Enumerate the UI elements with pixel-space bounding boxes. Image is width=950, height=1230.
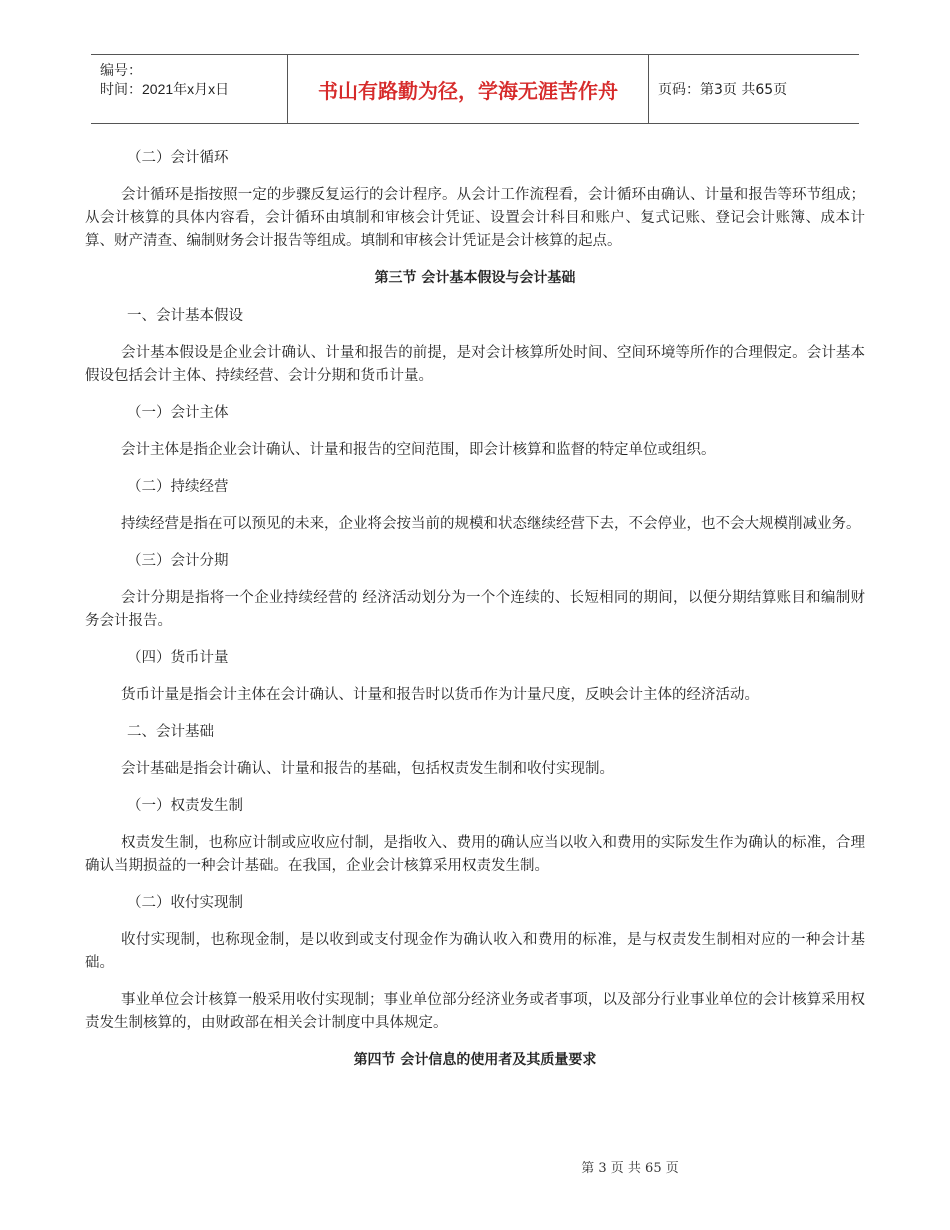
subsection-heading: （一）权责发生制 — [127, 798, 243, 814]
body-paragraph: 会计分期是指将一个企业持续经营的 经济活动划分为一个个连续的、长短相同的期间，以便分期结算账目和编制财务会计报告。 — [85, 590, 865, 629]
body-paragraph: 事业单位会计核算一般采用收付实现制；事业单位部分经济业务或者事项，以及部分行业事业单位的会计核算采用权责发生制核算的，由财政部在相关会计制度中具体规定。 — [85, 992, 865, 1031]
section-heading: 第三节 会计基本假设与会计基础 — [374, 270, 576, 286]
subsection-heading: （二）收付实现制 — [127, 895, 243, 911]
header-number-label: 编号： — [100, 62, 142, 78]
header-meta — [91, 55, 287, 123]
body-paragraph: 收付实现制，也称现金制，是以收到或支付现金作为确认收入和费用的标准，是与权责发生制相对应的一种会计基础。 — [85, 932, 865, 971]
page-header — [91, 54, 859, 124]
body-paragraph: 会计基础是指会计确认、计量和报告的基础，包括权责发生制和收付实现制。 — [121, 761, 614, 777]
body-paragraph: 货币计量是指会计主体在会计确认、计量和报告时以货币作为计量尺度，反映会计主体的经济活动。 — [121, 687, 759, 703]
header-motto: 书山有路勤为径，学海无涯苦作舟 — [287, 55, 649, 123]
body-paragraph: 权责发生制，也称应计制或应收应付制，是指收入、费用的确认应当以收入和费用的实际发生作为确认的标准，合理确认当期损益的一种会计基础。在我国，企业会计核算采用权责发生制。 — [85, 835, 865, 874]
subsection-heading: （二）会计循环 — [127, 150, 229, 166]
subsection-heading: （四）货币计量 — [127, 650, 229, 666]
body-paragraph: 会计基本假设是企业会计确认、计量和报告的前提，是对会计核算所处时间、空间环境等所作的合理假定。会计基本假设包括会计主体、持续经营、会计分期和货币计量。 — [85, 345, 865, 384]
subsection-heading: （一）会计主体 — [127, 405, 229, 421]
page-footer: 第 3 页 共 65 页 — [581, 1161, 679, 1176]
section-heading: 第四节 会计信息的使用者及其质量要求 — [353, 1052, 597, 1068]
body-paragraph: 会计主体是指企业会计确认、计量和报告的空间范围，即会计核算和监督的特定单位或组织。 — [121, 442, 716, 458]
header-page-code: 页码：第3页 共65页 — [658, 82, 788, 98]
subsection-heading: （二）持续经营 — [127, 479, 229, 495]
subsection-heading: 一、会计基本假设 — [127, 308, 243, 324]
header-time-label: 时间：2021年x月x日 — [100, 81, 230, 97]
subsection-heading: 二、会计基础 — [127, 724, 214, 740]
body-paragraph: 持续经营是指在可以预见的未来，企业将会按当前的规模和状态继续经营下去，不会停业，也不会大规模削减业务。 — [121, 516, 861, 532]
document-body — [85, 147, 865, 1087]
subsection-heading: （三）会计分期 — [127, 553, 229, 569]
body-paragraph: 会计循环是指按照一定的步骤反复运行的会计程序。从会计工作流程看，会计循环由确认、计量和报告等环节组成；从会计核算的具体内容看，会计循环由填制和审核会计凭证、设置会计科目和账户、复式记账、登记会计账簿、成本计算、财产清查、编制财务会计报告等组成。填制和审核会计凭证是会计核算的起点。 — [85, 187, 865, 249]
